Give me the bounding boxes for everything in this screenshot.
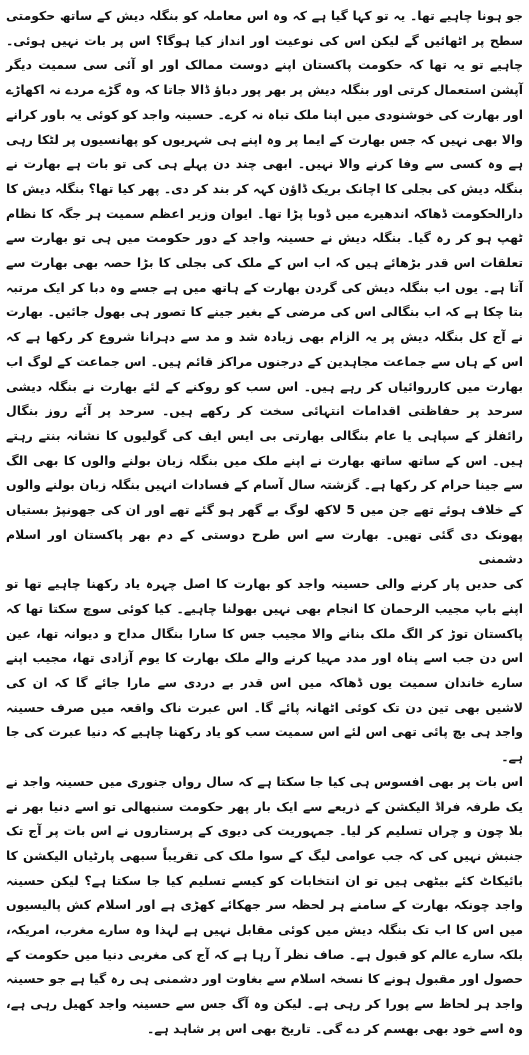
article-body bbox=[6, 4, 523, 1042]
article-paragraph-2: کی حدیں پار کرنے والی حسینہ واجد کو بھارت کا اصل چہرہ یاد رکھنا چاہیے تھا تو اپنے باپ مجیب الرحمان کا انجام بھی نہیں بھولنا چاہیے۔ کیا کوئی سوچ سکتا تھا کہ پاکستان توڑ کر الگ ملک بنانے والا مجیب جس کا سارا بنگال مداح و دیوانہ تھا، عین اس دن جب اسے پناہ اور مدد مہیا کرنے والے ملک بھارت کا یوم آزادی تھا، مجیب اپنے سارے خاندان سمیت یوں ڈھاکہ میں اس قدر بے دردی سے مارا جائے گا کہ ان کی لاشیں بھی تین دن تک کوئی اٹھانہ پائے گا۔ اس عبرت ناک واقعہ میں صرف حسینہ واجد ہی بچ پائی تھی اس لئے اس سمیت سب کو یاد رکھنا چاہیے کہ دنیا عبرت کی جا ہے۔ bbox=[6, 576, 523, 765]
article-paragraph-1: جو ہونا چاہیے تھا۔ یہ تو کہا گیا ہے کہ وہ اس معاملہ کو بنگلہ دیش کے ساتھ حکومتی سطح پر اٹھائیں گے لیکن اس کی نوعیت اور انداز کیا ہوگا؟ اس پر بات نہیں ہوئی۔ چاہیے تو یہ تھا کہ حکومت پاکستان اپنے دوست ممالک اور او آئی سی سمیت دیگر آپشن استعمال کرتی اور بنگلہ دیش پر بھر پور دباؤ ڈالا جاتا کہ وہ گڑے مردے نہ اکھاڑے اور بھارت کی خوشنودی میں اپنا ملک تباہ نہ کرے۔ حسینہ واجد کو کوئی یہ باور کرانے والا بھی نہیں کہ جس بھارت کے ایما پر وہ اپنے ہی شہریوں کو پھانسیوں پر لٹکا رہی ہے وہ کسی سے وفا کرنے والا نہیں۔ ابھی چند دن پہلے ہی کی تو بات ہے بھارت نے بنگلہ دیش کی بجلی کا اچانک بریک ڈاؤن کہہ کر بند کر دی۔ پھر کیا تھا؟ بنگلہ دیش کا دارالحکومت ڈھاکہ اندھیرے میں ڈوبا پڑا تھا۔ ایوان وزیر اعظم سمیت ہر جگہ کا نظام ٹھپ ہو کر رہ گیا۔ بنگلہ دیش نے حسینہ واجد کے دور حکومت میں ہی تو بھارت سے تعلقات اس قدر بڑھائے ہیں کہ اب اس کے ملک کی بجلی کا بڑا حصہ بھی بھارت سے آتا ہے۔ یوں اب بنگلہ دیش کی گردن بھارت کے ہاتھ میں ہے جسے وہ دبا کر ایک مرتبہ بتا چکا ہے کہ اب بنگالی اس کی مرضی کے بغیر جینے کا تصور ہی بھول جائیں۔ بھارت نے آج کل بنگلہ دیش پر یہ الزام بھی زیادہ شد و مد سے دہرانا شروع کر رکھا ہے کہ اس کے ہاں سے جماعت مجاہدین کے درجنوں مراکز قائم ہیں۔ اس جماعت کے لوگ اب بھارت میں کارروائیاں کر رہے ہیں۔ اس سب کو روکنے کے لئے بھارت نے بنگلہ دیشی سرحد پر حفاظتی اقدامات انتہائی سخت کر رکھے ہیں۔ سرحد پر آئے روز بنگال رائفلز کے سپاہی یا عام بنگالی بھارتی بی ایس ایف کی گولیوں کا نشانہ بنتے رہتے ہیں۔ اس کے ساتھ ساتھ بھارت نے اپنے ملک میں بنگلہ زبان بولنے والوں کا بھی الگ سے جینا حرام کر رکھا ہے۔ گزشتہ سال آسام کے فسادات انہیں بنگلہ زبان بولنے والوں کے خلاف ہوئے تھے جن میں 5 لاکھ لوگ بے گھر ہو گئے تھے اور ان کی جھونپڑ بستیاں پھونک دی گئی تھیں۔ بھارت سے اس طرح دوستی کے دم بھر پاکستان اور اسلام دشمنی bbox=[6, 8, 524, 567]
article-paragraph-3: اس بات پر بھی افسوس ہی کیا جا سکتا ہے کہ سال رواں جنوری میں حسینہ واجد نے یک طرفہ فراڈ الیکشن کے ذریعے سے ایک بار پھر حکومت سنبھالی تو اسے دنیا بھر نے بلا چون و چراں تسلیم کر لیا۔ جمہوریت کی دیوی کے پرستاروں نے اس بات پر آج تک جنبش نہیں کی کہ جب عوامی لیگ کے سوا ملک کی تقریباً سبھی پارٹیاں الیکشن کا بائیکاٹ کئے بیٹھی ہیں تو ان انتخابات کو کیسے تسلیم کیا جا سکتا ہے؟ لیکن حسینہ واجد چونکہ بھارت کے سامنے ہر لحظہ سر جھکائے کھڑی ہے اور اسلام کش پالیسیوں میں اس کا اب تک بنگلہ دیش میں کوئی مقابل نہیں ہے لہذا وہ سارے مغرب، امریکہ، بلکہ سارے عالم کو قبول ہے۔ صاف نظر آ رہا ہے کہ آج کی مغربی دنیا میں حکومت کے حصول اور مقبول ہونے کا نسخہ اسلام سے بغاوت اور دشمنی ہی رہ گیا ہے جو حسینہ واجد ہر لحاظ سے پورا کر رہی ہے۔ لیکن وہ آگ جس سے حسینہ واجد کھیل رہی ہے، وہ اسے خود بھی بھسم کر دے گی۔ تاریخ بھی اس پر شاہد ہے۔ bbox=[6, 773, 523, 1036]
